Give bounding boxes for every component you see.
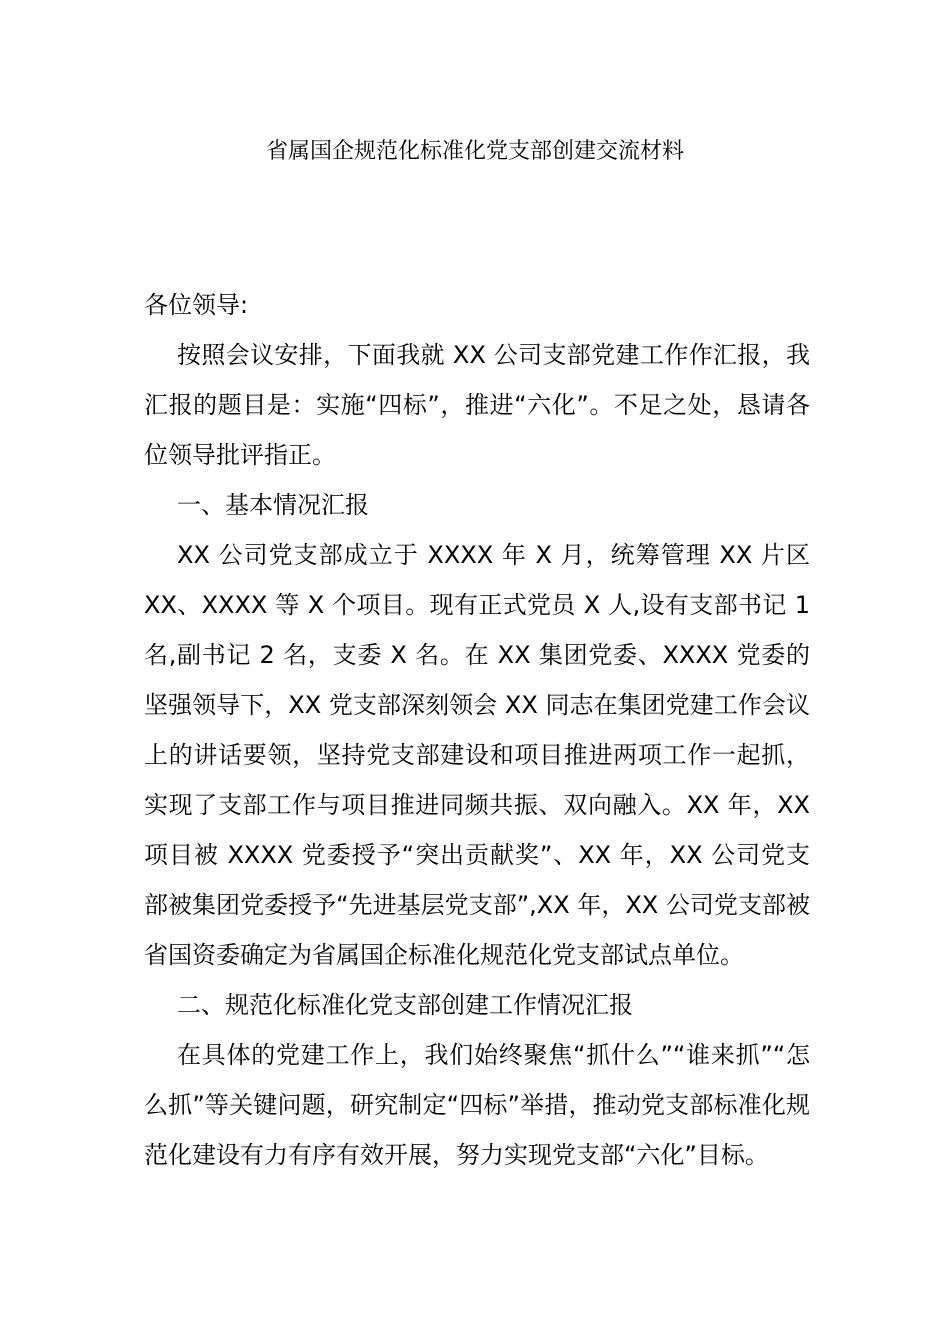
section-heading-standardization-work: 二、规范化标准化党支部创建工作情况汇报 [177, 991, 633, 1019]
standardization-work-paragraph: 在具体的党建工作上，我们始终聚焦“抓什么”“谁来抓”“怎么抓”等关键问题，研究制定“四标”举措，推动党支部标准化规范化建设有力有序有效开展，努力实现党支部“六化”目标。 [144, 1041, 810, 1169]
section-heading-basic-info: 一、基本情况汇报 [177, 491, 369, 519]
basic-info-paragraph: XX 公司党支部成立于 XXXX 年 X 月，统筹管理 XX 片区 XX、XXXX 等 X 个项目。现有正式党员 X 人,设有支部书记 1 名,副书记 2 名，支委 X 名。在 XX 集团党委、XXXX 党委的坚强领导下，XX 党支部深刻领会 XX 同志在集团党建工作会议上的讲话要领，坚持党支部建设和项目推进两项工作一起抓，实现了支部工作与项目推进同频共振、双向融入。XX 年，XX 项目被 XXXX 党委授予“突出贡献奖”、XX 年，XX 公司党支部被集团党委授予“先进基层党支部”,XX 年，XX 公司党支部被省国资委确定为省属国企标准化规范化党支部试点单位。 [144, 541, 810, 969]
document-title: 省属国企规范化标准化党支部创建交流材料 [265, 139, 684, 164]
document-body [144, 280, 810, 1180]
salutation: 各位领导: [144, 291, 249, 319]
opening-paragraph: 按照会议安排，下面我就 XX 公司支部党建工作作汇报，我汇报的题目是：实施“四标”，推进“六化”。不足之处，恳请各位领导批评指正。 [144, 341, 810, 469]
